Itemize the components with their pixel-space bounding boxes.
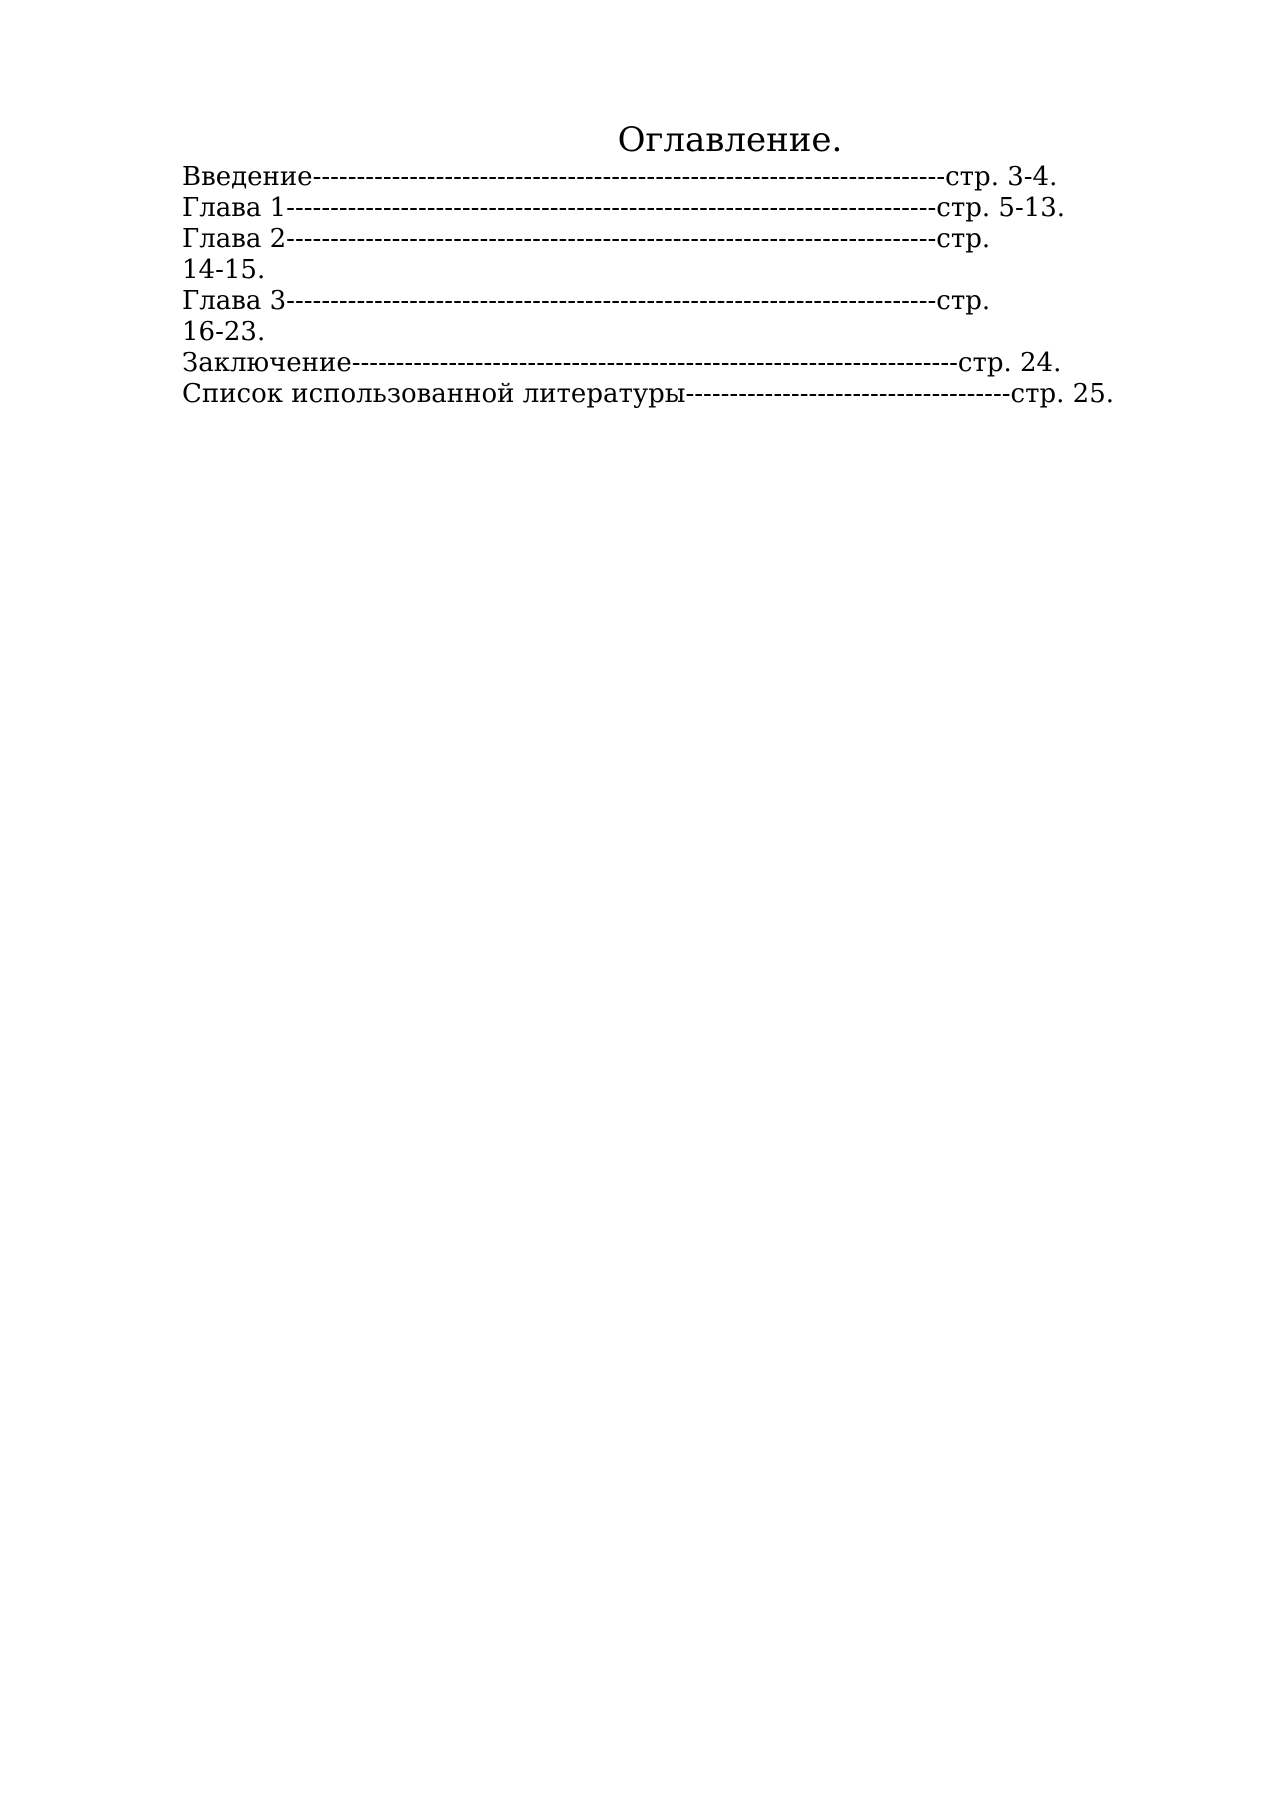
toc-line-bibliography: Список использованной литературы-------------------------------------стр. 25.	[182, 379, 1115, 409]
toc-line-chapter-2: Глава 2--------------------------------------------------------------------------стр.	[182, 224, 991, 254]
toc-line-chapter-1: Глава 1--------------------------------------------------------------------------стр. 5-13.	[182, 193, 1066, 223]
toc-line-chapter-3-pages: 16-23.	[182, 317, 266, 347]
toc-line-conclusion: Заключение---------------------------------------------------------------------стр. 24.	[182, 348, 1062, 378]
toc-list	[182, 162, 1202, 410]
toc-line-chapter-2-pages: 14-15.	[182, 255, 266, 285]
toc-line-introduction: Введение------------------------------------------------------------------------стр. 3-4.	[182, 162, 1058, 192]
toc-line-chapter-3: Глава 3--------------------------------------------------------------------------стр.	[182, 286, 991, 316]
toc-title: Оглавление.	[617, 120, 843, 160]
